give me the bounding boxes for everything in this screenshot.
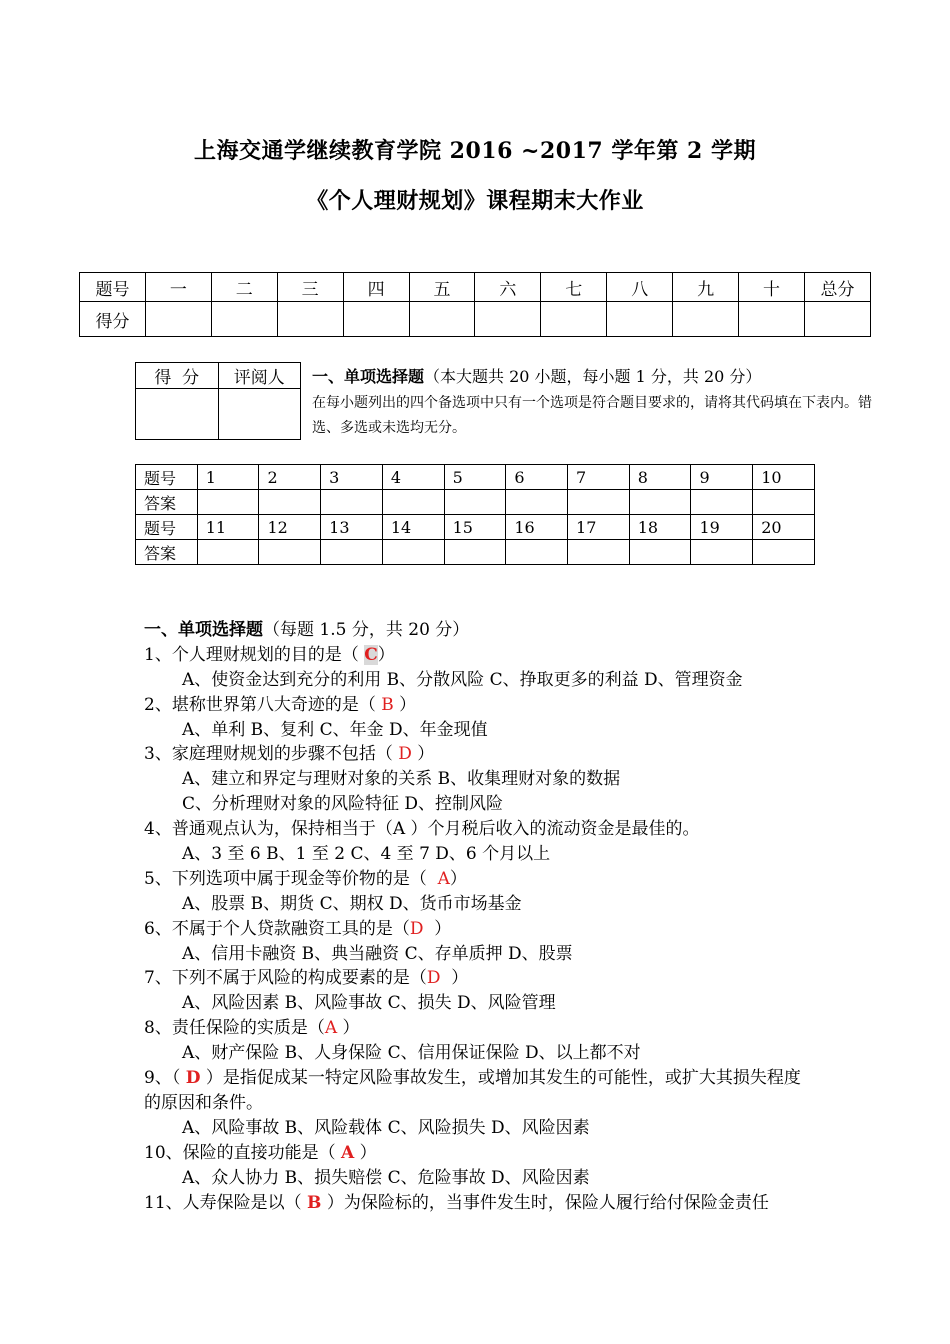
question-number: 17: [568, 515, 630, 540]
question-options: A、财产保险 B、人身保险 C、信用保证保险 D、以上都不对: [182, 1043, 641, 1064]
question-stem: 2、堪称世界第八大奇迹的是（: [144, 694, 382, 715]
score-cell: [277, 302, 343, 337]
number-label: 题号: [136, 515, 198, 540]
question-10: [144, 1141, 824, 1166]
question-number: 13: [321, 515, 383, 540]
answer-cell: [753, 490, 815, 515]
question-options: A、使资金达到充分的利用 B、分散风险 C、挣取更多的利益 D、管理资金: [182, 669, 743, 690]
answer-table: [135, 464, 815, 565]
score-cell: [475, 302, 541, 337]
score-table: [79, 272, 871, 337]
question-number: 20: [753, 515, 815, 540]
grader-score-label: 得 分: [136, 363, 219, 389]
answer-cell: [382, 540, 444, 565]
answer-mark: A: [437, 868, 450, 889]
answer-mark: D: [426, 968, 441, 989]
answer-cell: [321, 490, 383, 515]
grader-table: [135, 362, 301, 440]
answer-row: [136, 540, 815, 565]
answer-mark: B: [381, 694, 394, 715]
score-header-cell: 总分: [804, 273, 870, 302]
grader-name-label: 评阅人: [218, 363, 301, 389]
answer-cell: [568, 540, 630, 565]
question-7: [144, 966, 824, 991]
question-stem: 5、下列选项中属于现金等价物的是（: [144, 868, 438, 889]
page-title: 上海交通学继续教育学院 2016 ~2017 学年第 2 学期: [194, 138, 756, 164]
score-header-cell: 四: [343, 273, 409, 302]
question-2: [144, 693, 824, 718]
question-stem: ）: [377, 644, 395, 665]
question-options: A、信用卡融资 B、典当融资 C、存单质押 D、股票: [182, 943, 573, 964]
score-header-cell: 六: [475, 273, 541, 302]
question-section-label: 一、单项选择题: [144, 620, 263, 640]
question-stem: 11、人寿保险是以（: [144, 1192, 308, 1213]
question-9: [144, 1066, 809, 1116]
question-number: 9: [691, 465, 753, 490]
question-number: 18: [629, 515, 691, 540]
question-stem: ）: [354, 1142, 377, 1163]
question-stem: ）: [449, 868, 467, 889]
score-cell: [804, 302, 870, 337]
question-options: A、股票 B、期货 C、期权 D、货币市场基金: [182, 893, 522, 914]
question-3: [144, 742, 824, 767]
question-number: 7: [568, 465, 630, 490]
number-label: 题号: [136, 465, 198, 490]
question-number: 10: [753, 465, 815, 490]
question-options: A、风险因素 B、风险事故 C、损失 D、风险管理: [182, 993, 556, 1014]
answer-cell: [506, 490, 568, 515]
score-cell: [211, 302, 277, 337]
answer-number-row: [136, 515, 815, 540]
score-header-cell: 三: [277, 273, 343, 302]
question-number: 12: [259, 515, 321, 540]
answer-cell: [753, 540, 815, 565]
section-info: （本大题共 20 小题，每小题 1 分，共 20 分）: [424, 367, 762, 386]
answer-cell: [259, 540, 321, 565]
score-header-cell: 二: [211, 273, 277, 302]
question-options: A、单利 B、复利 C、年金 D、年金现值: [182, 719, 488, 740]
course-title: 《个人理财规划》课程期末大作业: [306, 188, 644, 214]
question-list: [144, 618, 824, 1215]
answer-cell: [691, 490, 753, 515]
answer-mark: D: [185, 1068, 201, 1089]
answer-cell: [568, 490, 630, 515]
question-options: A、众人协力 B、损失赔偿 C、危险事故 D、风险因素: [182, 1167, 590, 1188]
question-options: A、3 至 6 B、1 至 2 C、4 至 7 D、6 个月以上: [182, 844, 551, 865]
score-header-cell: 五: [409, 273, 475, 302]
question-number: 19: [691, 515, 753, 540]
question-stem: ）: [337, 1018, 360, 1039]
question-options: A、风险事故 B、风险载体 C、风险损失 D、风险因素: [182, 1117, 590, 1138]
question-stem: ）: [411, 744, 435, 765]
score-cell: [145, 302, 211, 337]
answer-label: 答案: [136, 490, 198, 515]
score-header-cell: 九: [673, 273, 739, 302]
answer-mark: B: [307, 1192, 322, 1213]
question-stem: 1、个人理财规划的目的是（: [144, 644, 365, 665]
answer-label: 答案: [136, 540, 198, 565]
score-cell: [673, 302, 739, 337]
answer-cell: [197, 540, 259, 565]
answer-cell: [444, 490, 506, 515]
question-number: 3: [321, 465, 383, 490]
question-11: [144, 1191, 824, 1216]
score-table-header-row: [80, 273, 871, 302]
question-stem: 3、家庭理财规划的步骤不包括（: [144, 744, 399, 765]
score-cell: [541, 302, 607, 337]
question-1: [144, 643, 824, 668]
question-number: 1: [197, 465, 259, 490]
question-stem: ）: [440, 968, 469, 989]
section-title: 一、单项选择题: [312, 367, 425, 386]
answer-cell: [321, 540, 383, 565]
answer-mark: A: [324, 1018, 338, 1039]
question-stem: ）: [423, 918, 452, 939]
score-cell: [739, 302, 805, 337]
section-header: [312, 364, 872, 387]
question-number: 15: [444, 515, 506, 540]
question-stem: 10、保险的直接功能是（: [144, 1142, 342, 1163]
question-5: [144, 867, 824, 892]
question-stem: ）: [393, 694, 417, 715]
question-8: [144, 1016, 824, 1041]
score-table-score-row: [80, 302, 871, 337]
question-number: 16: [506, 515, 568, 540]
answer-mark: A: [341, 1142, 355, 1163]
answer-number-row: [136, 465, 815, 490]
answer-cell: [629, 540, 691, 565]
grader-name-cell: [218, 389, 301, 440]
question-stem: 7、下列不属于风险的构成要素的是（: [144, 968, 427, 989]
score-row-label: 得分: [80, 302, 146, 337]
question-stem: 8、责任保险的实质是（: [144, 1018, 325, 1039]
score-header-cell: 一: [145, 273, 211, 302]
answer-row: [136, 490, 815, 515]
answer-mark: D: [398, 744, 412, 765]
section-note: 在每小题列出的四个备选项中只有一个选项是符合题目要求的，请将其代码填在下表内。错选、多选或未选均无分。: [312, 395, 872, 436]
question-number: 11: [197, 515, 259, 540]
score-header-cell: 八: [607, 273, 673, 302]
question-number: 14: [382, 515, 444, 540]
answer-cell: [691, 540, 753, 565]
question-stem: ）是指促成某一特定风险事故发生，或增加其发生的可能性，或扩大其损失程度的原因和条件。: [144, 1068, 801, 1113]
answer-cell: [259, 490, 321, 515]
question-6: [144, 917, 824, 942]
question-4: 4、普通观点认为，保持相当于（A ）个月税后收入的流动资金是最佳的。: [144, 819, 700, 840]
score-header-cell: 七: [541, 273, 607, 302]
score-cell: [409, 302, 475, 337]
question-number: 4: [382, 465, 444, 490]
score-header-cell: 题号: [80, 273, 146, 302]
question-number: 6: [506, 465, 568, 490]
answer-mark: D: [409, 918, 424, 939]
answer-mark: C: [364, 644, 378, 665]
question-stem: ）为保险标的，当事件发生时，保险人履行给付保险金责任: [321, 1192, 769, 1213]
question-stem: 6、不属于个人贷款融资工具的是（: [144, 918, 410, 939]
score-cell: [607, 302, 673, 337]
grader-score-cell: [136, 389, 219, 440]
question-options: A、建立和界定与理财对象的关系 B、收集理财对象的数据: [182, 769, 621, 790]
question-section-title: [144, 618, 824, 643]
answer-cell: [629, 490, 691, 515]
question-stem: 9、（: [144, 1068, 186, 1089]
score-cell: [343, 302, 409, 337]
answer-cell: [444, 540, 506, 565]
answer-cell: [382, 490, 444, 515]
answer-cell: [506, 540, 568, 565]
question-number: 2: [259, 465, 321, 490]
question-section-info: （每题 1.5 分，共 20 分）: [263, 620, 470, 640]
score-header-cell: 十: [739, 273, 805, 302]
answer-cell: [197, 490, 259, 515]
question-number: 5: [444, 465, 506, 490]
question-options: C、分析理财对象的风险特征 D、控制风险: [182, 794, 504, 815]
question-number: 8: [629, 465, 691, 490]
